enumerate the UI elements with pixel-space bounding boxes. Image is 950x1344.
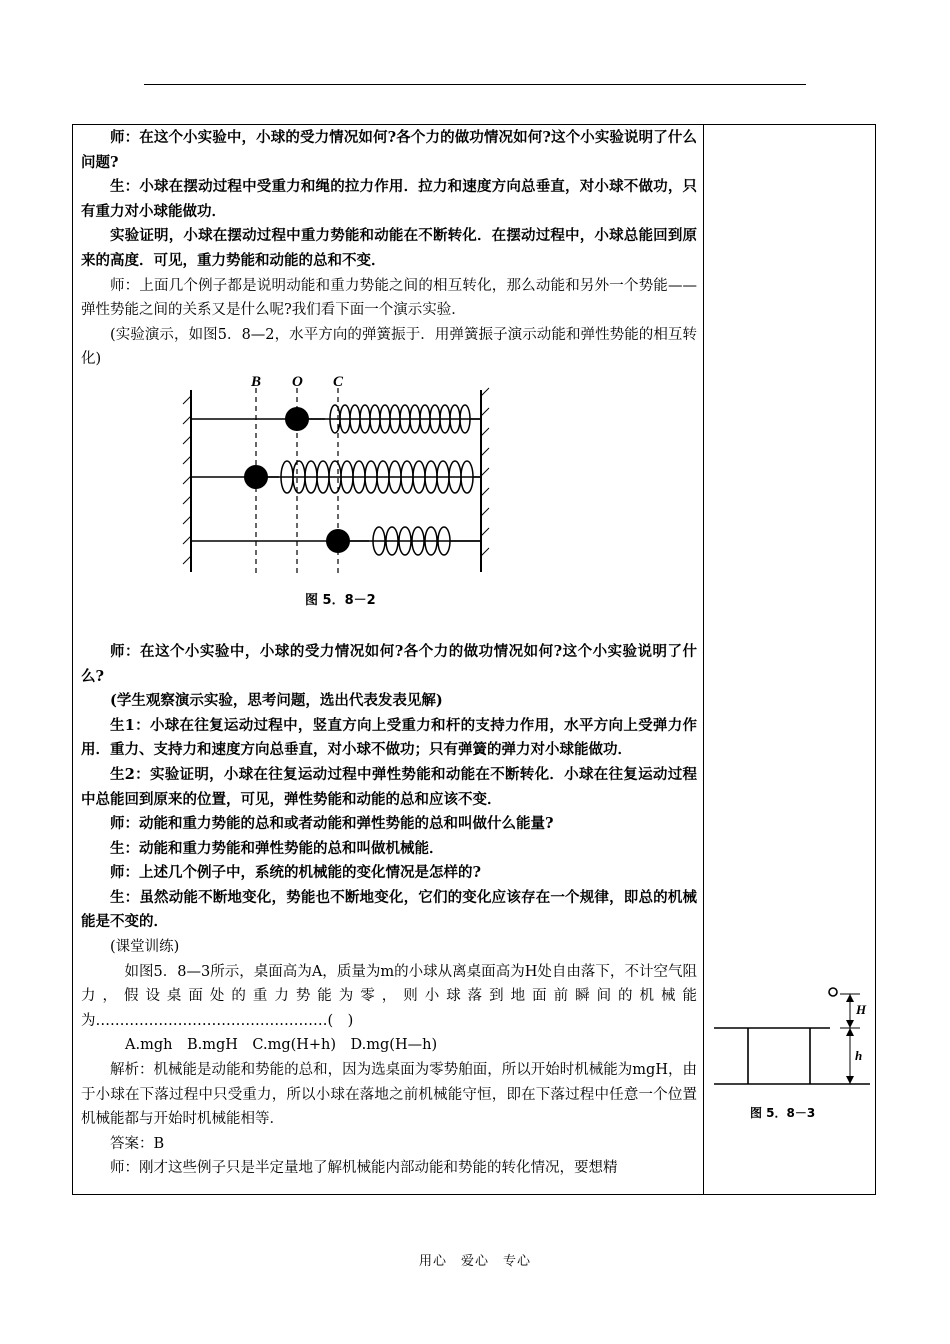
paragraph-top-4: 师：上面几个例子都是说明动能和重力势能之间的相互转化，那么动能和另外一个势能——弹性势能之间的关系又是什么呢?我们看下面一个演示实验． <box>81 277 697 319</box>
paragraph-end-3: 师：刚才这些例子只是半定量地了解机械能内部动能和势能的转化情况，要想精 <box>110 1160 618 1177</box>
paragraph-top-1: 师：在这个小实验中，小球的受力情况如何?各个力的做功情况如何?这个小实验说明了什么问题? <box>81 129 697 171</box>
figure-caption-582: 图 5．8－2 <box>305 592 376 608</box>
paragraph-top-3: 实验证明，小球在摆动过程中重力势能和动能在不断转化．在摆动过程中，小球总能回到原来的高度．可见，重力势能和动能的总和不变． <box>81 227 697 269</box>
paragraph-end-1: 解析：机械能是动能和势能的总和，因为选桌面为零势舶面，所以开始时机械能为mgH，由于小球在下落过程中只受重力，所以小球在落地之前机械能守恒，即在下落过程中任意一个位置机械能都与开始时机械能相等． <box>81 1062 697 1128</box>
ball-1 <box>285 407 309 431</box>
figure-table-drop <box>712 984 872 1132</box>
label-o: O <box>292 375 303 390</box>
paragraph-mid-10: 如图5．8—3所示，桌面高为A，质量为m的小球从离桌面高为H处自由落下，不计空气阻力，假设桌面处的重力势能为零，则小球落到地面前瞬间的机械能为…………………………………………( ) <box>81 963 697 1029</box>
paragraph-mid-3: 生1：小球在往复运动过程中，竖直方向上受重力和杆的支持力作用，水平方向上受弹力作用．重力、支持力和速度方向总垂直，对小球不做功；只有弹簧的弹力对小球能做功． <box>81 716 697 759</box>
label-b: B <box>251 375 262 390</box>
right-wall-hatch <box>481 388 489 556</box>
figure-spring-oscillator <box>81 372 697 640</box>
paragraph-mid-7: 师：上述几个例子中，系统的机械能的变化情况是怎样的? <box>110 864 481 882</box>
table-drop-diagram <box>712 984 872 1128</box>
header-rule <box>144 84 806 85</box>
label-upper-h: H <box>856 1002 867 1017</box>
paragraph-mid-1: 师：在这个小实验中，小球的受力情况如何?各个力的做功情况如何?这个小实验说明了什么? <box>81 642 697 685</box>
spring-oscillator-diagram <box>175 376 505 638</box>
label-lower-h: h <box>855 1048 863 1063</box>
ball-3 <box>326 529 350 553</box>
arrow-head-ground <box>846 1076 854 1084</box>
answer-options: A.mgh B.mgH C.mg(H+h) D.mg(H—h) <box>125 1037 438 1054</box>
paragraph-end-2: 答案：B <box>110 1135 165 1152</box>
arrow-head-h-bottom <box>846 1020 854 1028</box>
column-divider <box>703 124 704 1195</box>
label-c: C <box>333 375 344 390</box>
paragraph-mid-6: 生：动能和重力势能和弹性势能的总和叫做机械能． <box>110 839 444 857</box>
figure-caption-583: 图 5．8－3 <box>750 1106 816 1120</box>
paragraph-top-2: 生：小球在摆动过程中受重力和绳的拉力作用．拉力和速度方向总垂直，对小球不做功，只有重力对小球能做功． <box>81 178 697 220</box>
falling-ball <box>829 988 837 996</box>
arrow-head-top <box>846 994 854 1002</box>
paragraph-mid-8: 生：虽然动能不断地变化，势能也不断地变化，它们的变化应该存在一个规律，即总的机械能是不变的． <box>81 888 697 931</box>
paragraph-mid-2: (学生观察演示实验，思考问题，选出代表发表见解) <box>110 692 443 710</box>
left-wall-hatch <box>183 396 191 564</box>
ball-2 <box>244 465 268 489</box>
main-column <box>81 126 697 1181</box>
paragraph-mid-9: (课堂训练) <box>110 939 180 956</box>
paragraph-mid-5: 师：动能和重力势能的总和或者动能和弹性势能的总和叫做什么能量? <box>110 815 554 833</box>
page-footer: 用心 爱心 专心 <box>418 1254 531 1269</box>
arrow-head-lower-top <box>846 1028 854 1036</box>
paragraph-top-5: (实验演示，如图5．8—2，水平方向的弹簧振于．用弹簧振子演示动能和弹性势能的相互转化) <box>81 326 697 368</box>
paragraph-mid-4: 生2：实验证明，小球在往复运动过程中弹性势能和动能在不断转化．小球在往复运动过程中总能回到原来的位置，可见，弹性势能和动能的总和应该不变． <box>81 765 697 808</box>
